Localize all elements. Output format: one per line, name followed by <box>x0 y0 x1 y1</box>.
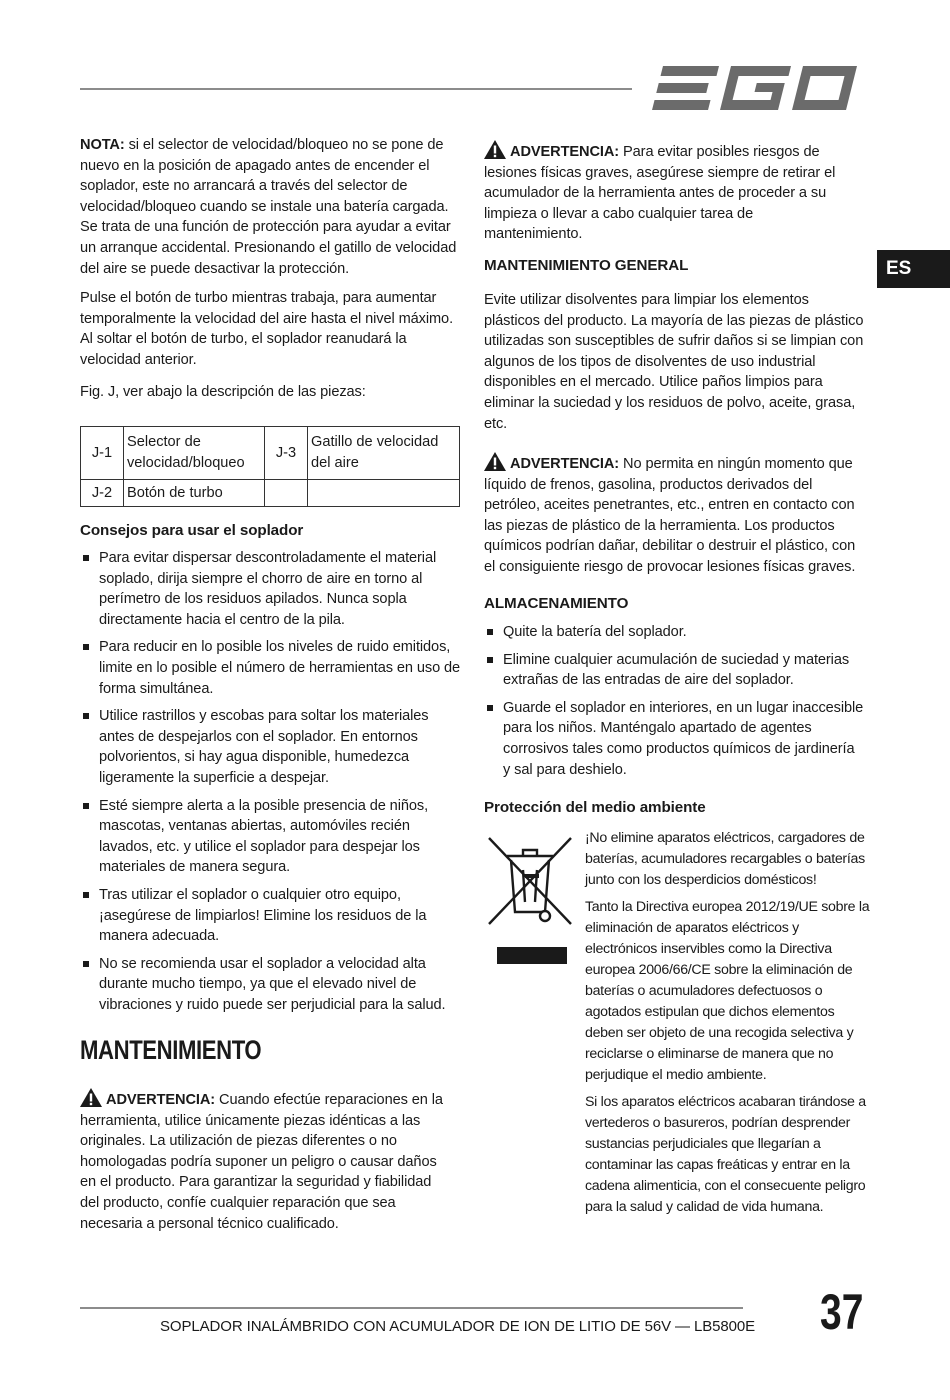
section-heading-mantenimiento: MANTENIMIENTO <box>80 1035 262 1065</box>
footer-title: SOPLADOR INALÁMBRIDO CON ACUMULADOR DE ION DE LITIO DE 56V — LB5800E <box>160 1318 756 1335</box>
part-code: J-2 <box>81 480 124 507</box>
storage-list <box>484 622 864 780</box>
warning-label: ADVERTENCIA: <box>510 456 620 472</box>
part-desc: Gatillo de velocidad del aire <box>308 427 460 480</box>
turbo-paragraph: Pulse el botón de turbo mientras trabaja, para aumentar temporalmente la velocidad del aire hasta el nivel máximo. Al soltar el botón de turbo, el soplador reanudará la velocidad anterior. <box>80 290 454 368</box>
list-item: Para reducir en lo posible los niveles de ruido emitidos, limite en lo posible el número de herramientas en uso de forma simultánea. <box>80 637 462 699</box>
warning-label: ADVERTENCIA: <box>510 144 620 160</box>
tips-list-wrap <box>80 548 462 1015</box>
warning1-paragraph <box>484 140 846 245</box>
crossed-out-bin-icon <box>485 832 575 967</box>
list-item: Quite la batería del soplador. <box>484 622 864 643</box>
nota-text: si el selector de velocidad/bloqueo no se pone de nuevo en la posición de apagado antes de encender el soplador, este no arrancará a través del selector de velocidad/bloqueo cuando se instale una batería cargada. Se trata de una función de protección para ayudar a evitar un arranque accidental. Presionando el gatillo de velocidad del aire se puede desactivar la protección. <box>80 137 457 277</box>
environment-text <box>585 828 870 1218</box>
part-code: J-3 <box>265 427 308 480</box>
list-item: Utilice rastrillos y escobas para soltar los materiales antes de despejarlos con el soplador. En entornos polvorientos, si hay agua disponible, humedezca ligeramente la superficie a despejar. <box>80 706 462 788</box>
warning-text: Cuando efectúe reparaciones en la herramienta, utilice únicamente piezas idénticas a las originales. La utilización de piezas diferentes o no homologadas podría suponer un peligro o causar daños en el producto. Para garantizar la seguridad y fiabilidad del producto, confíe cualquier reparación que sea necesaria a personal técnico cualificado. <box>80 1092 443 1232</box>
env-paragraph-2: Tanto la Directiva europea 2012/19/UE sobre la eliminación de aparatos eléctricos y electrónicos inservibles como la Directiva europea 2006/66/CE sobre la eliminación de baterías o acumuladores defectuosos o agotados estipulan que dichos elementos deben ser objeto de una recogida selectiva y reciclarse o eliminarse de manera que no perjudique el medio ambiente. <box>585 899 870 1083</box>
page-number: 37 <box>820 1284 864 1340</box>
list-item: Para evitar dispersar descontroladamente el material soplado, dirija siempre el chorro de aire en torno al perímetro de los residuos apilados. Nunca sopla directamente hacia el centro de la pila. <box>80 548 462 630</box>
general-maintenance-heading: MANTENIMIENTO GENERAL <box>484 257 689 274</box>
warning-icon <box>80 1088 102 1107</box>
env-paragraph-1: ¡No elimine aparatos eléctricos, cargadores de baterías, acumuladores recargables o baterías junto con los desperdicios domésticos! <box>585 830 865 888</box>
list-item: Tras utilizar el soplador o cualquier otro equipo, ¡asegúrese de limpiarlos! Elimine los residuos de la manera adecuada. <box>80 885 462 947</box>
empty-cell <box>308 480 460 507</box>
part-code: J-1 <box>81 427 124 480</box>
empty-cell <box>265 480 308 507</box>
footer-rule <box>80 1307 743 1309</box>
warning-icon <box>484 140 506 159</box>
warning-icon <box>484 452 506 471</box>
warning-text: Para evitar posibles riesgos de lesiones físicas graves, asegúrese siempre de retirar el acumulador de la herramienta antes de proceder a su limpieza o llevar a cabo cualquier tarea de mantenimiento. <box>484 144 836 243</box>
general-maintenance-text: Evite utilizar disolventes para limpiar los elementos plásticos del producto. La mayoría de las piezas de plástico utilizadas son susceptibles de sufrir daños si se limpian con algunos de los tipos de disolventes de uso industrial disponibles en el mercado. Utilice paños limpios para eliminar la suciedad y los residuos de polvo, aceite, grasa, etc. <box>484 292 864 432</box>
tips-heading: Consejos para usar el soplador <box>80 522 304 539</box>
mant-warning-paragraph <box>80 1088 452 1234</box>
language-tab: ES <box>877 250 950 288</box>
nota-paragraph <box>80 135 462 279</box>
part-desc: Botón de turbo <box>124 480 265 507</box>
env-paragraph-3: Si los aparatos eléctricos acabaran tirándose a vertederos o basureros, podrían desprender sustancias perjudiciales que llegarían a contaminar las capas freáticas y entrar en la cadena alimenticia, con el consecuente peligro para la salud y calidad de vida humana. <box>585 1094 866 1215</box>
header-rule <box>80 88 632 90</box>
list-item: Elimine cualquier acumulación de suciedad y materias extrañas de las entradas de aire del soplador. <box>484 650 864 691</box>
ego-logo <box>650 62 862 114</box>
parts-table <box>80 426 460 507</box>
list-item: No se recomienda usar el soplador a velocidad alta durante mucho tiempo, ya que el elevado nivel de vibraciones y ruido puede ser perjudicial para la salud. <box>80 954 462 1016</box>
warning2-paragraph <box>484 452 868 578</box>
storage-list-wrap <box>484 622 864 780</box>
part-desc: Selector de velocidad/bloqueo <box>124 427 265 480</box>
list-item: Esté siempre alerta a la posible presencia de niños, mascotas, ventanas abiertas, automóviles recién lavados, etc. y utilice el soplador para despejar los materiales de manera segura. <box>80 796 462 878</box>
warning-label: ADVERTENCIA: <box>106 1092 216 1108</box>
storage-heading: ALMACENAMIENTO <box>484 595 629 612</box>
list-item: Guarde el soplador en interiores, en un lugar inaccesible para los niños. Manténgalo apartado de agentes corrosivos tales como productos químicos de jardinería y sal para deshielo. <box>484 698 864 780</box>
warning-text: No permita en ningún momento que líquido de frenos, gasolina, productos derivados del petróleo, aceites penetrantes, etc., entren en contacto con las piezas de plástico de la herramienta. Los productos químicos podrían dañar, debilitar o destruir el plástico, con el consiguiente riesgo de provocar lesiones físicas graves. <box>484 456 856 575</box>
tips-list <box>80 548 462 1015</box>
environment-heading: Protección del medio ambiente <box>484 799 706 816</box>
table-row <box>81 480 460 507</box>
fig-caption: Fig. J, ver abajo la descripción de las piezas: <box>80 384 366 400</box>
nota-label: NOTA: <box>80 137 125 153</box>
table-row <box>81 427 460 480</box>
